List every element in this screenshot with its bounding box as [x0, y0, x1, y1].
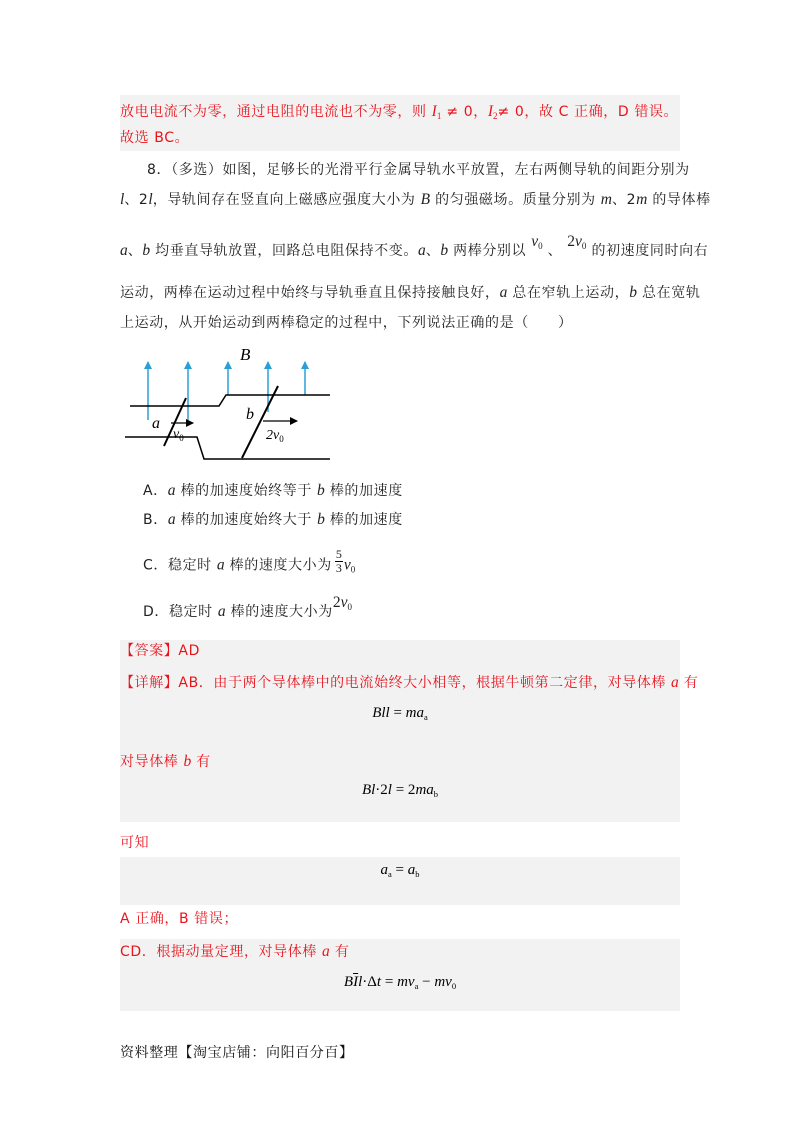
- var-b: b: [440, 242, 449, 259]
- var-a: a: [671, 674, 679, 691]
- answer-ab-conclusion: A 正确，B 错误；: [120, 911, 239, 927]
- var-a: a: [217, 603, 226, 620]
- text-run: 两棒分别以: [448, 243, 532, 259]
- formula-term: mv: [397, 974, 415, 990]
- formula-term: Bl: [361, 782, 376, 798]
- rod-b-label: b: [246, 406, 254, 423]
- subscript: 0: [581, 241, 587, 251]
- var-a: a: [216, 556, 225, 574]
- text-run: 【详解】AB．由于两个导体棒中的电流始终大小相等，根据牛顿第二定律，对导体棒: [120, 675, 672, 691]
- text-run: 棒的速度大小为: [224, 557, 332, 574]
- var-a: a: [417, 242, 426, 259]
- field-label: B: [240, 345, 251, 364]
- text-run: 棒的加速度始终等于: [175, 483, 318, 499]
- var-v: v: [343, 556, 351, 574]
- previous-solution-line-1: [120, 102, 678, 126]
- var-I: I: [487, 103, 494, 120]
- var-a: a: [167, 511, 176, 528]
- var-v: v: [575, 233, 582, 250]
- subscript: b: [415, 869, 420, 879]
- equals-sign: =: [391, 862, 408, 878]
- rail-figure: [120, 340, 340, 470]
- text-run: 棒的加速度始终大于: [175, 512, 318, 528]
- text-run: 、2: [124, 192, 149, 208]
- text-run: 的导体棒: [647, 192, 711, 208]
- text-run: ≠ 0，: [441, 104, 488, 120]
- var-v: v: [531, 233, 539, 250]
- equals-sign: =: [389, 705, 406, 721]
- text-run: 棒的加速度: [324, 512, 403, 528]
- text-run: 棒的速度大小为: [225, 604, 333, 620]
- answer-key: 【答案】AD: [120, 643, 200, 659]
- subscript: 1: [436, 111, 442, 121]
- text-run: 对导体棒: [120, 754, 184, 770]
- formula-term: B: [343, 974, 354, 990]
- var-b: b: [317, 511, 325, 528]
- var-l: l: [120, 191, 125, 208]
- text-run: ，导轨间存在竖直向上磁感应强度大小为: [152, 192, 421, 208]
- coefficient: 2: [567, 233, 576, 250]
- rod-a-velocity-label: [173, 427, 184, 443]
- equals-sign: =: [381, 974, 398, 990]
- question-line-3: [120, 233, 709, 265]
- average-current: $\overline{I}$: [353, 974, 359, 990]
- formula-term: a: [407, 862, 416, 878]
- subscript: 0: [538, 241, 543, 251]
- coefficient: 2: [380, 782, 388, 798]
- option-b: [143, 510, 403, 530]
- dot-delta: ·Δ: [362, 974, 377, 990]
- minus-sign: −: [418, 974, 435, 990]
- numerator: 5: [335, 547, 342, 561]
- var-b: b: [183, 753, 192, 770]
- formula-term: l: [358, 974, 363, 990]
- text-run: 均垂直导轨放置，回路总电阻保持不变。: [150, 243, 418, 259]
- var-b: b: [317, 482, 325, 499]
- denominator: 3: [335, 561, 342, 575]
- subscript: a: [388, 869, 392, 879]
- previous-solution-line-2: 故选 BC。: [120, 130, 190, 146]
- text-run: 总在宽轨: [636, 285, 701, 301]
- answer-detail-line: [120, 673, 698, 693]
- text-run: 运动，两棒在运动过程中始终与导轨垂直且保持接触良好，: [120, 285, 500, 301]
- formula-term: Bll: [372, 705, 390, 721]
- subscript: 2: [493, 111, 498, 121]
- text-run: A．: [143, 483, 168, 499]
- subscript: b: [433, 789, 439, 799]
- text-run: C．稳定时: [143, 557, 217, 574]
- initial-speed-b: [567, 234, 586, 250]
- var-b: b: [142, 242, 151, 259]
- initial-speed-a: [531, 234, 542, 250]
- dot-operator: ·: [375, 782, 381, 798]
- rod-b-velocity-label: [266, 428, 284, 444]
- formula-equal-acceleration: [120, 860, 680, 884]
- var-a: a: [167, 482, 176, 499]
- formula-term: t: [376, 974, 382, 990]
- formula-momentum-theorem: [120, 972, 680, 996]
- rod-a-label: a: [152, 415, 160, 432]
- text-run: 有: [191, 754, 211, 770]
- formula-newton-a: [120, 703, 680, 727]
- subscript: 0: [179, 433, 184, 443]
- subscript: 0: [350, 564, 356, 575]
- var-m: m: [636, 191, 648, 208]
- formula-term: l: [387, 782, 392, 798]
- question-line-5: 上运动，从开始运动到两棒稳定的过程中，下列说法正确的是（ ）: [120, 315, 573, 331]
- text-run: B．: [143, 512, 168, 528]
- speed-expression: [333, 595, 352, 611]
- answer-rod-b-line: [120, 752, 211, 772]
- option-c: [143, 547, 356, 580]
- text-run: 、: [425, 243, 441, 259]
- var-I: I: [431, 103, 437, 120]
- lower-rail: [125, 437, 330, 459]
- formula-term: ma: [405, 705, 425, 721]
- text-run: D．稳定时: [143, 604, 218, 620]
- text-run: 有: [678, 675, 699, 691]
- var-B: B: [420, 191, 431, 208]
- text-run: 有: [329, 944, 350, 960]
- upper-rail: [130, 395, 330, 406]
- text-run: 总在窄轨上运动，: [507, 285, 630, 301]
- text-run: CD．根据动量定理，对导体棒: [120, 944, 323, 960]
- question-line-4: [120, 283, 700, 303]
- formula-term: mv: [434, 974, 452, 990]
- text-run: 棒的加速度: [324, 483, 403, 499]
- text-run: ≠ 0，故 C 正确，D 错误。: [497, 104, 679, 120]
- var-a: a: [120, 242, 128, 259]
- subscript: 0: [347, 602, 352, 612]
- speed-symbol: 2v: [266, 428, 280, 443]
- var-l: l: [148, 191, 153, 208]
- var-b: b: [629, 284, 637, 301]
- subscript: a: [424, 712, 428, 722]
- text-run: 、: [542, 243, 568, 259]
- var-a: a: [499, 284, 508, 301]
- text-run: 、2: [611, 192, 637, 208]
- subscript: a: [414, 981, 419, 991]
- option-d: [143, 594, 352, 626]
- subscript: 0: [279, 434, 284, 444]
- text-run: 的匀强磁场。质量分别为: [430, 192, 601, 208]
- subscript: 0: [451, 981, 457, 991]
- option-a: [143, 481, 403, 501]
- answer-hence-line: 可知: [120, 835, 150, 851]
- question-line-2: [120, 190, 711, 210]
- formula-term: ma: [415, 782, 434, 798]
- coefficient: 2: [332, 594, 341, 611]
- var-v: v: [340, 594, 348, 611]
- fraction: [335, 548, 343, 575]
- text-run: 的初速度同时向右: [586, 243, 709, 259]
- page-footer: 资料整理【淘宝店铺：向阳百分百】: [120, 1045, 354, 1061]
- var-m: m: [600, 191, 612, 208]
- var-a: a: [322, 943, 330, 960]
- formula-term: a: [380, 862, 388, 878]
- equals-sign: = 2: [391, 782, 416, 798]
- answer-cd-line: [120, 942, 349, 962]
- text-run: 、: [127, 243, 143, 259]
- text-run: 放电电流不为零，通过电阻的电流也不为零，则: [120, 104, 432, 120]
- question-line-1: 8．（多选）如图，足够长的光滑平行金属导轨水平放置，左右两侧导轨的间距分别为: [147, 162, 690, 178]
- formula-newton-b: [120, 780, 680, 804]
- speed-symbol: v: [173, 427, 180, 442]
